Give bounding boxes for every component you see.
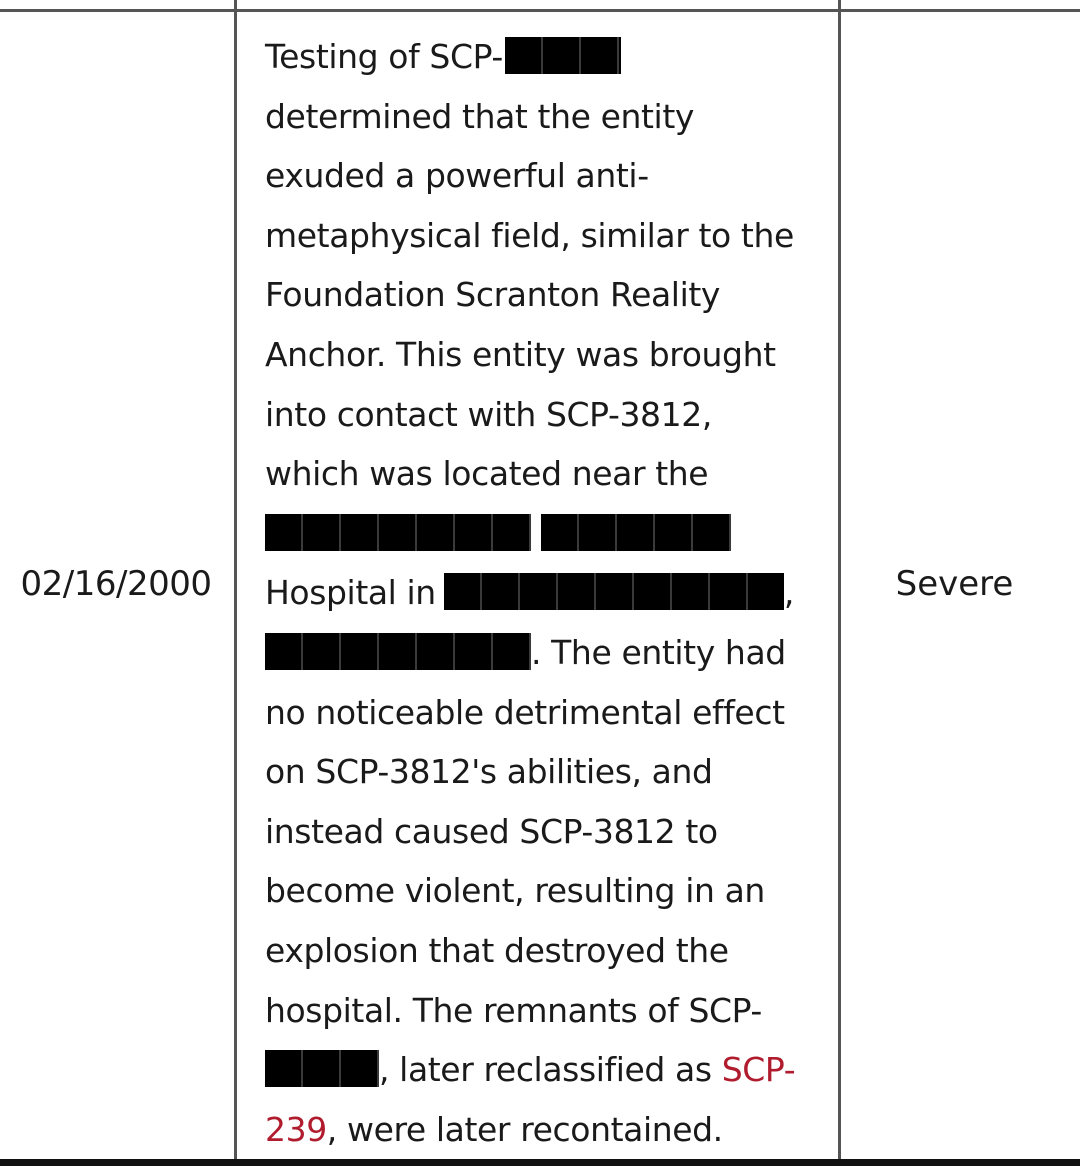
description-line: Foundation Scranton Reality: [265, 275, 721, 315]
description-line: [265, 1100, 825, 1160]
redaction-bar: [265, 514, 531, 551]
description-line: no noticeable detrimental effect: [265, 692, 785, 732]
description-text: Hospital in: [265, 573, 436, 613]
description-line: hospital. The remnants of SCP-: [265, 990, 762, 1030]
redaction-bar: [265, 633, 531, 670]
description-line: determined that the entity: [265, 96, 694, 136]
redaction-bar: [444, 573, 784, 610]
description-line: instead caused SCP-3812 to: [265, 811, 718, 851]
description-line: into contact with SCP-3812,: [265, 394, 712, 434]
table-bottom-border: [0, 1159, 1080, 1166]
description-line: exuded a powerful anti-: [265, 156, 649, 196]
scp-239-link[interactable]: SCP-: [721, 1050, 796, 1090]
description-line: metaphysical field, similar to the: [265, 215, 794, 255]
description-line: become violent, resulting in an: [265, 871, 765, 911]
description-line: [265, 27, 825, 87]
description-text: , later reclassified as: [379, 1050, 722, 1090]
redaction-bar: [505, 37, 621, 74]
severity-text: Severe: [895, 563, 1014, 604]
redaction-bar: [541, 514, 731, 551]
date-text: 02/16/2000: [20, 563, 212, 604]
severity-cell: [841, 12, 1080, 1159]
description-line: explosion that destroyed the: [265, 930, 729, 970]
description-line: [265, 504, 825, 564]
description-line: [265, 1040, 825, 1100]
description-cell: [265, 27, 825, 1159]
description-text: Testing of SCP-: [265, 37, 503, 76]
redaction-bar: [265, 1050, 379, 1087]
description-text: . The entity had: [531, 632, 786, 672]
description-line: [265, 623, 825, 683]
description-text: , were later recontained.: [326, 1109, 723, 1149]
description-text: ,: [783, 573, 794, 613]
date-cell: [0, 12, 234, 1159]
column-divider-left: [234, 0, 237, 1160]
scp-239-link[interactable]: 239: [265, 1109, 327, 1149]
description-line: [265, 563, 825, 623]
description-line: which was located near the: [265, 454, 709, 494]
description-line: Anchor. This entity was brought: [265, 334, 776, 374]
description-line: on SCP-3812's abilities, and: [265, 752, 713, 792]
